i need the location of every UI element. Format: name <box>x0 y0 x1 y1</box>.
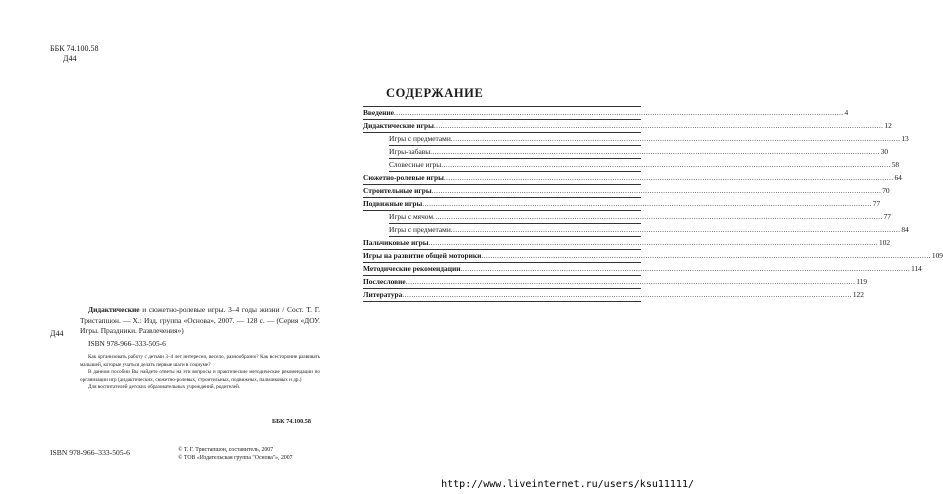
toc-entry-row <box>363 198 881 210</box>
toc-leader-dots: ........................................................................................................................................................................................................ <box>443 173 894 182</box>
toc-leader-dots: ........................................................................................................................................................................................................ <box>433 121 884 130</box>
toc-entry-label: Подвижные игры <box>363 199 423 208</box>
toc-entry-page: 13 <box>901 134 909 143</box>
biblio-title: Дидактические <box>88 305 140 314</box>
toc-entry-label: Методические рекомендации <box>363 264 461 273</box>
toc-entry[interactable] <box>389 133 909 146</box>
toc-entry-row <box>363 289 864 301</box>
toc-entry-page: 77 <box>883 212 891 221</box>
toc-entry-row <box>389 133 909 145</box>
toc-entry[interactable] <box>363 289 864 302</box>
toc-entry-label: Дидактические игры <box>363 121 434 130</box>
toc-entry-row <box>389 159 900 171</box>
toc-entry-label: Сюжетно-ролевые игры <box>363 173 444 182</box>
toc-entry-label: Игры с предметами <box>389 134 451 143</box>
toc-entry[interactable] <box>363 106 849 120</box>
toc-entry[interactable] <box>389 211 891 224</box>
abstract <box>80 354 320 391</box>
bbk-classification <box>50 44 99 64</box>
toc-leader-dots: ........................................................................................................................................................................................................ <box>402 290 852 299</box>
toc-leader-dots: ........................................................................................................................................................................................................ <box>428 238 879 247</box>
toc-entry-page: 12 <box>884 121 892 130</box>
toc-entry-page: 114 <box>911 264 922 273</box>
toc-entry-row <box>363 107 849 119</box>
toc-entry-row <box>363 172 902 184</box>
toc-entry-page: 30 <box>880 147 889 156</box>
toc-entry[interactable] <box>389 146 889 159</box>
toc-entry-row <box>363 185 890 197</box>
watermark-url: http://www.liveinternet.ru/users/ksu11111/ <box>441 479 694 490</box>
biblio-isbn: ISBN 978-966–333-505-6 <box>88 338 166 348</box>
copyright-line: © Т. Г. Тристапшон, составитель, 2007 <box>178 447 274 453</box>
toc-leader-dots: ........................................................................................................................................................................................................ <box>433 212 883 221</box>
toc-entry-page: 102 <box>879 238 891 247</box>
toc-entry-page: 84 <box>901 225 909 234</box>
toc-entry-row <box>389 224 909 236</box>
toc-entry-row <box>363 276 868 288</box>
toc-leader-dots: ........................................................................................................................................................................................................ <box>441 160 891 169</box>
toc-entry-label: Игры с предметами <box>389 225 451 234</box>
toc-leader-dots: ........................................................................................................................................................................................................ <box>481 251 931 260</box>
toc-entry-page: 70 <box>882 186 890 195</box>
toc-entry[interactable] <box>363 172 902 185</box>
copyright-block <box>178 446 293 462</box>
abstract-paragraph: Для воспитателей детских образовательных учреждений, родителей. <box>88 384 241 390</box>
toc-entry-label: Введение <box>363 108 394 117</box>
toc-entry-page: 77 <box>872 199 881 208</box>
toc-entry[interactable] <box>363 276 868 289</box>
bbk-code: ББК 74.100.58 <box>50 44 99 53</box>
toc-leader-dots: ........................................................................................................................................................................................................ <box>450 225 901 234</box>
toc-entry[interactable] <box>389 159 900 172</box>
toc-entry-page: 58 <box>891 160 900 169</box>
toc-title: СОДЕРЖАНИЕ <box>386 86 484 100</box>
toc-entry[interactable] <box>389 224 909 237</box>
toc-leader-dots: ........................................................................................................................................................................................................ <box>405 277 856 286</box>
toc-entry-label: Игры-забавы <box>389 147 431 156</box>
biblio-description <box>80 305 320 337</box>
abstract-paragraph: В данном пособии Вы найдете ответы на эти вопросы и практические методические рекомендации по организации игр (дидактических, сюжетно-ролевых, строительных, подвижных, пальчиковых и др.) <box>80 369 320 383</box>
toc-entry-page: 109 <box>931 251 943 260</box>
toc-entry-label: Словесные игры <box>389 160 442 169</box>
abstract-paragraph: Как организовать работу с детьми 3–4 лет интересно, весело, разнообразно? Как всесторонне развивать малышей, которые учаться делать первые шаги в социуме? <box>80 354 320 368</box>
toc-entry-page: 122 <box>852 290 864 299</box>
toc-leader-dots: ........................................................................................................................................................................................................ <box>430 147 880 156</box>
toc-entry-row <box>389 146 889 158</box>
side-author-mark: Д44 <box>50 329 64 338</box>
toc-leader-dots: ........................................................................................................................................................................................................ <box>450 134 901 143</box>
toc-entry-page: 119 <box>856 277 868 286</box>
toc-entry-row <box>363 263 922 275</box>
bbk-code-bottom: ББК 74.100.58 <box>272 418 311 425</box>
toc-entry[interactable] <box>363 198 881 211</box>
toc-entry-row <box>363 237 891 249</box>
toc-entry-label: Игры с мячом <box>389 212 434 221</box>
toc-entry-label: Пальчиковые игры <box>363 238 429 247</box>
isbn-bottom: ISBN 978-966–333-505-6 <box>50 448 130 457</box>
toc-entry[interactable] <box>363 237 891 250</box>
toc-entry-page: 64 <box>894 173 902 182</box>
toc-leader-dots: ........................................................................................................................................................................................................ <box>422 199 872 208</box>
author-mark: Д44 <box>63 54 77 63</box>
copyright-line: © ТОВ «Издательская группа "Основа"», 2007 <box>178 455 293 461</box>
toc-leader-dots: ........................................................................................................................................................................................................ <box>460 264 911 273</box>
toc-entry-row <box>363 250 943 262</box>
toc-entry-label: Игры на развитие общей моторики <box>363 251 482 260</box>
toc-leader-dots: ........................................................................................................................................................................................................ <box>393 108 844 117</box>
bibliographic-record <box>80 305 320 391</box>
toc-leader-dots: ........................................................................................................................................................................................................ <box>431 186 882 195</box>
toc-entry-row <box>389 211 891 223</box>
toc-entry-row <box>363 120 892 132</box>
toc-entry[interactable] <box>363 120 892 133</box>
toc-entry-label: Послесловие <box>363 277 406 286</box>
toc-entry-page: 4 <box>844 108 849 117</box>
toc-entry[interactable] <box>363 263 922 276</box>
biblio-text: и сюжетно-ролевые игры. 3–4 годы жизни / Сост. Т. Г. Тристапшон. — Х.: Изд. группа «Основа», 2007. — 128 с. — (Серия «ДОУ. Игры. Праздники. Развлечения») <box>80 305 320 336</box>
toc-entry[interactable] <box>363 185 890 198</box>
toc-entry-label: Литература <box>363 290 403 299</box>
toc-entry-label: Строительные игры <box>363 186 432 195</box>
toc-entry[interactable] <box>363 250 943 263</box>
table-of-contents <box>363 106 943 302</box>
